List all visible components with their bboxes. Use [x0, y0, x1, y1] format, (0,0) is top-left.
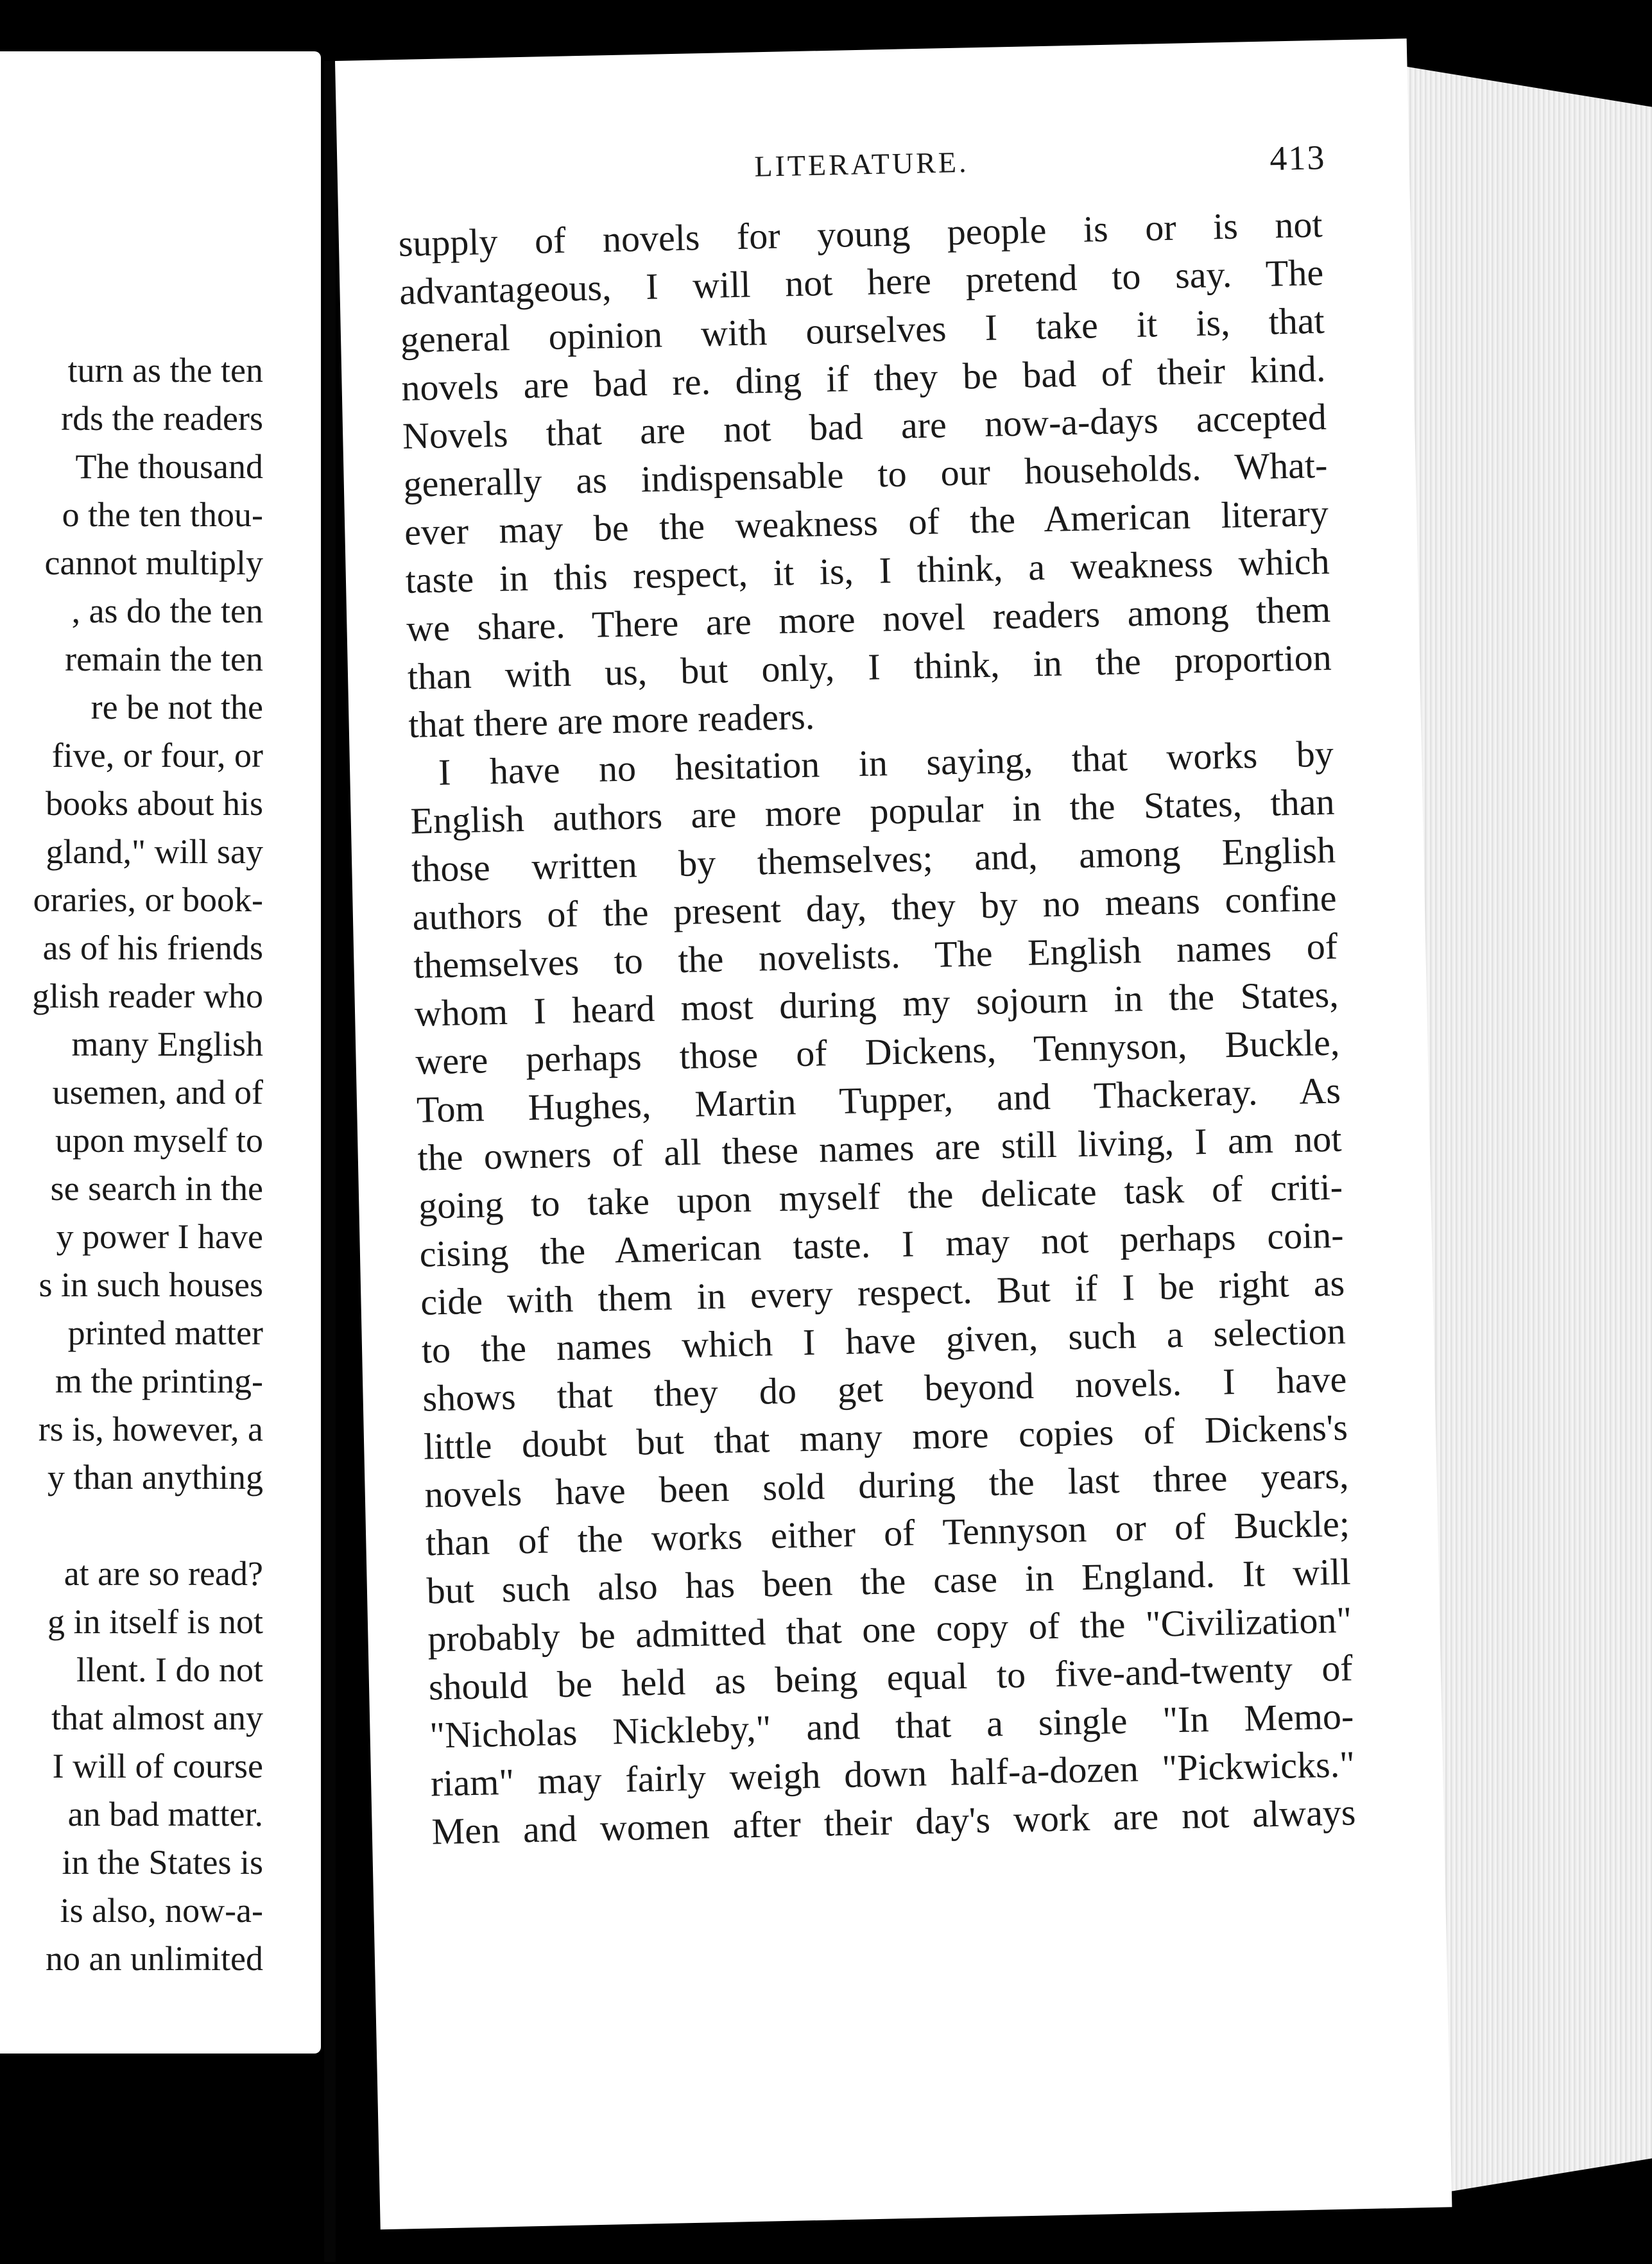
text-line: should be held as being equal to five-and-twenty of: [428, 1647, 1354, 1708]
left-line: The thousand: [75, 447, 263, 486]
left-line: y than anything: [47, 1458, 263, 1496]
left-line: , as do the ten: [71, 592, 263, 630]
left-line: s in such houses: [39, 1265, 263, 1304]
left-line: books about his: [45, 784, 263, 823]
text-line: were perhaps those of Dickens, Tennyson, Buckle,: [415, 1021, 1340, 1083]
text-line: generally as indispensable to our households. What-: [402, 443, 1329, 505]
book-gutter: [324, 61, 336, 2262]
running-head-title: LITERATURE.: [753, 145, 969, 183]
left-line: [0, 1502, 263, 1550]
text-line: those written by themselves; and, among English: [411, 828, 1336, 890]
text-line: little doubt but that many more copies of Dickens's: [423, 1406, 1348, 1468]
text-line: "Nicholas Nickleby," and that a single "In Memo-: [429, 1695, 1354, 1756]
left-line: y power I have: [56, 1217, 263, 1256]
left-line: glish reader who: [32, 977, 263, 1015]
text-line: themselves to the novelists. The English names of: [413, 925, 1338, 986]
left-line: that almost any: [51, 1699, 263, 1737]
left-page: [0, 51, 321, 2054]
left-line: llent. I do not: [76, 1651, 263, 1689]
text-line: authors of the present day, they by no means confine: [412, 877, 1338, 938]
left-line: no an unlimited: [46, 1939, 263, 1978]
left-line: o the ten thou-: [62, 495, 263, 534]
left-line: an bad matter.: [67, 1795, 263, 1833]
text-line: novels are bad re. ding if they be bad of their kind.: [400, 347, 1326, 409]
left-line: g in itself is not: [47, 1602, 263, 1641]
left-line: in the States is: [62, 1843, 263, 1882]
text-line: going to take upon myself the delicate task of criti-: [418, 1165, 1343, 1227]
text-line: ever may be the weakness of the American literary: [404, 492, 1329, 553]
text-line: to the names which I have given, such a selection: [421, 1310, 1347, 1371]
text-line: shows that they do get beyond novels. I have: [422, 1358, 1347, 1419]
text-line: riam" may fairly weigh down half-a-dozen "Pickwicks.": [430, 1743, 1355, 1805]
text-line: supply of novels for young people is or is not: [398, 203, 1323, 264]
text-line: advantageous, I will not here pretend to say. The: [399, 251, 1324, 313]
right-page-text: [398, 200, 1356, 1856]
left-line: rds the readers: [61, 399, 263, 438]
left-line: re be not the: [90, 688, 263, 726]
left-line: se search in the: [50, 1169, 263, 1208]
left-line: gland," will say: [46, 832, 263, 871]
text-line: that there are more readers.: [408, 695, 815, 746]
text-line: I have no hesitation in saying, that works by: [438, 732, 1334, 793]
left-line: is also, now-a-: [60, 1891, 263, 1930]
text-line: cising the American taste. I may not perhaps coin-: [419, 1213, 1345, 1275]
left-line: as of his friends: [42, 929, 263, 967]
page-number: 413: [1269, 138, 1326, 178]
text-line: than with us, but only, I think, in the proportion: [407, 636, 1332, 698]
left-line: m the printing-: [55, 1362, 263, 1400]
left-page-text: [0, 347, 263, 1983]
text-line: English authors are more popular in the States, than: [409, 780, 1335, 842]
text-line: whom I heard most during my sojourn in the States,: [414, 973, 1339, 1034]
left-line: printed matter: [67, 1314, 263, 1352]
text-line: novels have been sold during the last three years,: [424, 1454, 1349, 1516]
left-line: remain the ten: [65, 640, 263, 678]
left-line: usemen, and of: [52, 1073, 263, 1111]
text-line: Men and women after their day's work are not always: [431, 1791, 1356, 1853]
text-line: but such also has been the case in England. It will: [426, 1550, 1352, 1612]
left-line: rs is, however, a: [38, 1410, 263, 1448]
left-line: upon myself to: [55, 1121, 263, 1160]
text-line: probably be admitted that one copy of the "Civilization": [427, 1599, 1352, 1660]
text-line: than of the works either of Tennyson or of Buckle;: [425, 1502, 1350, 1564]
left-line: many English: [71, 1025, 263, 1063]
left-line: turn as the ten: [67, 351, 263, 390]
left-line: five, or four, or: [51, 736, 263, 775]
left-line: oraries, or book-: [33, 880, 263, 919]
text-line: general opinion with ourselves I take it is, that: [400, 299, 1325, 361]
text-line: the owners of all these names are still living, I am not: [417, 1117, 1342, 1179]
text-line: cide with them in every respect. But if I be right as: [420, 1262, 1345, 1323]
text-line: Tom Hughes, Martin Tupper, and Thackeray. As: [416, 1069, 1341, 1131]
text-line: Novels that are not bad are now-a-days accepted: [402, 395, 1327, 457]
text-line: we share. There are more novel readers among them: [406, 588, 1331, 649]
text-line: taste in this respect, it is, I think, a weakness which: [405, 540, 1330, 601]
left-line: at are so read?: [64, 1554, 263, 1593]
left-line: I will of course: [52, 1747, 263, 1785]
left-line: cannot multiply: [44, 544, 263, 582]
